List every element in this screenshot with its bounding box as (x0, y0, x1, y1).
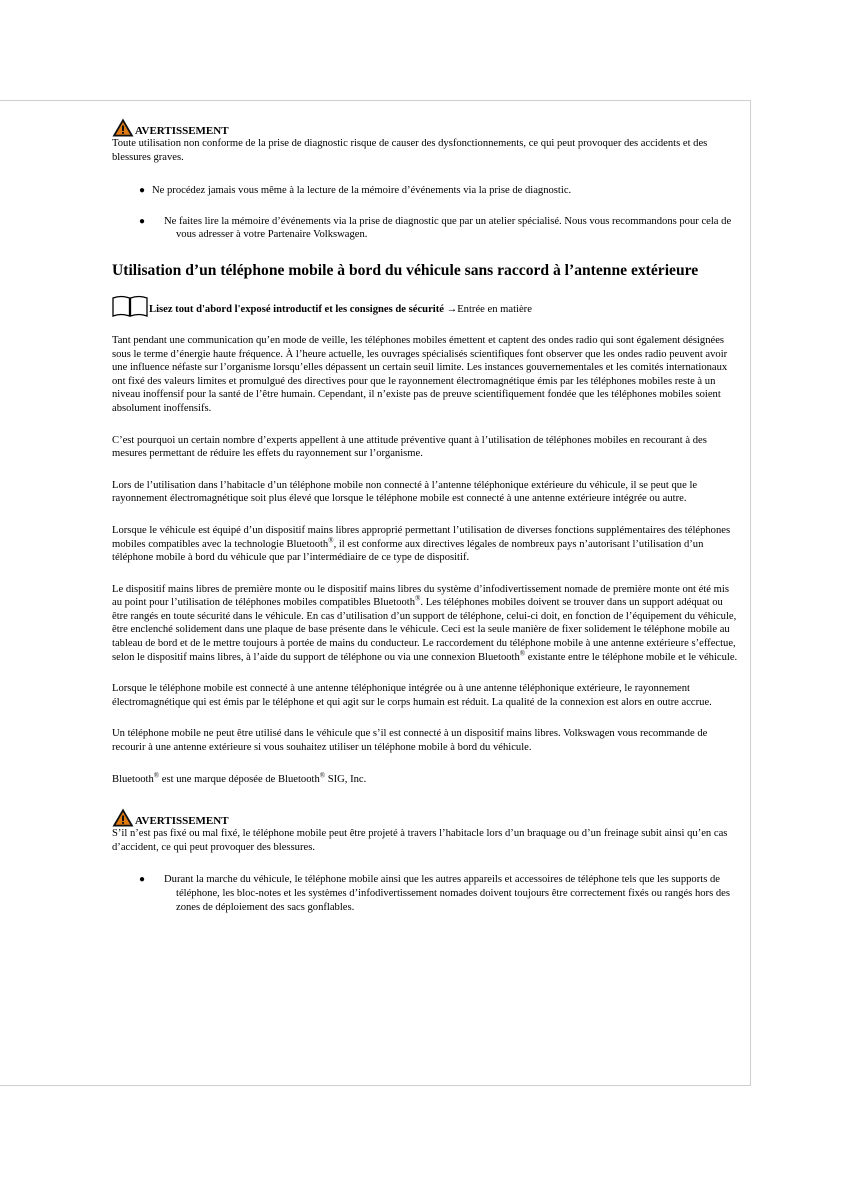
warning-list (112, 184, 740, 242)
bullet-icon: ● (139, 215, 146, 227)
registered-mark: ® (328, 535, 334, 544)
registered-mark: ® (153, 771, 160, 780)
list-item (112, 873, 740, 914)
paragraph-text: , il est conforme aux directives légales de nombreux pays n’autorisant l’utilisation d’un téléphone mobile à bord du véhicule que par l’intermédiaire de ce type de dispositif. (112, 538, 704, 564)
list-item (112, 215, 740, 242)
warning-box-2 (112, 807, 740, 914)
intro-bold-text: Lisez tout d'abord l'exposé introductif et les consignes de sécurité (149, 304, 444, 316)
warning-header (112, 807, 740, 827)
paragraph-text: Bluetooth (112, 773, 154, 785)
warning-text: Toute utilisation non conforme de la prise de diagnostic risque de causer des dysfonctionnements, ce qui peut provoquer des accidents et des blessures graves. (112, 138, 708, 163)
paragraph: Lorsque le téléphone mobile est connecté à une antenne téléphonique intégrée ou à une antenne téléphonique extérieure, le rayonnement électromagnétique qui est émis par le téléphone et qui agit sur le corps humain est réduit. La qualité de la connexion est alors en outre accrue. (112, 683, 712, 708)
warning-triangle-icon (112, 118, 134, 137)
paragraph-text: existante entre le téléphone mobile et le véhicule. (525, 651, 738, 663)
warning-list (112, 873, 740, 914)
book-icon (112, 295, 148, 317)
paragraph (112, 583, 740, 665)
bullet-icon: ● (139, 185, 146, 197)
bullet-icon: ● (139, 874, 146, 886)
paragraph-text: Lorsque le véhicule est équipé d’un dispositif mains libres approprié permettant l’utilisation de diverses fonctions supplémentaires des téléphones mobiles compatibles avec la technologie Bluetooth (112, 524, 731, 550)
paragraph: Tant pendant une communication qu’en mode de veille, les téléphones mobiles émettent et captent des ondes radio qui sont également désignées sous le terme d’énergie haute fréquence. À l’heure actuelle, les ouvrages spécialisés scientifiques font observer que les ondes radio peuvent avoir une influence néfaste sur l’organisme lorsqu’elles dépassent un certain seuil limite. Les instances gouvernementales et les comités internationaux ont fixé des valeurs limites et promulgué des directives pour que le rayonnement électromagnétique émis par les téléphones mobiles reste à un niveau inoffensif pour la santé de l’être humain. Cependant, il n’existe pas de preuve scientifiquement fondée que les téléphones mobiles soient absolument inoffensifs. (112, 334, 728, 414)
list-item-text: Durant la marche du véhicule, le téléphone mobile ainsi que les autres appareils et accessoires de téléphone tels que les supports de téléphone, les bloc-notes et les systèmes d’infodivertissement nomades doivent toujours être correctement fixés ou rangés hors des zones de déploiement des sacs gonflables. (164, 874, 730, 913)
warning-title: AVERTISSEMENT (135, 815, 229, 828)
paragraph-text: SIG, Inc. (325, 773, 367, 785)
warning-triangle-icon (112, 808, 134, 827)
paragraph-text: Le dispositif mains libres de première monte ou le dispositif mains libres du système d’infodivertissement nomade de première monte ont été mis au point pour l’utilisation de téléphones mobiles compatibles Bluetooth (112, 583, 729, 609)
paragraph: C’est pourquoi un certain nombre d’experts appellent à une attitude préventive quant à l’utilisation de téléphones mobiles en recourant à des mesures permettant de réduire les effets du rayonnement sur l’organisme. (112, 434, 707, 460)
paragraph: Lors de l’utilisation dans l’habitacle d’un téléphone mobile non connecté à l’antenne téléphonique extérieure du véhicule, il se peut que le rayonnement électromagnétique soit plus élevé que lorsque le téléphone mobile est connecté à une antenne extérieure intégrée ou autre. (112, 479, 698, 505)
section-heading: Utilisation d’un téléphone mobile à bord du véhicule sans raccord à l’antenne extérieure (112, 261, 699, 279)
document-content (112, 117, 740, 914)
warning-title: AVERTISSEMENT (135, 125, 229, 137)
warning-header (112, 117, 740, 137)
list-item-text: Ne faites lire la mémoire d’événements via la prise de diagnostic que par un atelier spécialisé. Nous vous recommandons pour cela de vous adresser à votre Partenaire Volkswagen. (164, 215, 732, 241)
paragraph-text: . Les téléphones mobiles doivent se trouver dans un support adéquat ou être rangés en toute sécurité dans le véhicule. En cas d’utilisation d’un support de téléphone, celui-ci doit, en fonction de l’équipement du véhicule, être enclenché solidement dans une plaque de base présente dans le véhicule. Ceci est la seule manière de fixer solidement le téléphone mobile au tableau de bord et de le mettre toujours à portée de mains du conducteur. Le raccordement du téléphone mobile à une antenne extérieure s’effectue, selon le dispositif mains libres, à l’aide du support de téléphone ou via une connexion Bluetooth (112, 597, 737, 663)
paragraph-text: est une marque déposée de Bluetooth (159, 773, 320, 785)
paragraph: Un téléphone mobile ne peut être utilisé dans le véhicule que s’il est connecté à un dispositif mains libres. Volkswagen vous recommande de recourir à une antenne extérieure si vous souhaitez utiliser un téléphone mobile à bord du véhicule. (112, 728, 708, 754)
warning-box-1 (112, 117, 740, 242)
arrow-icon: → (446, 304, 458, 316)
registered-mark: ® (519, 649, 526, 658)
warning-text: S’il n’est pas fixé ou mal fixé, le téléphone mobile peut être projeté à travers l’habitacle lors d’un braquage ou d’un freinage subit ainsi qu’en cas d’accident, ce qui peut provoquer des blessures. (112, 828, 728, 853)
paragraph (112, 773, 740, 787)
intro-link[interactable]: Entrée en matière (457, 304, 532, 316)
registered-mark: ® (319, 771, 326, 780)
registered-mark: ® (415, 594, 421, 603)
paragraph (112, 524, 740, 565)
intro-line (112, 295, 740, 317)
list-item-text: Ne procédez jamais vous même à la lecture de la mémoire d’événements via la prise de diagnostic. (152, 185, 572, 197)
list-item (112, 184, 740, 198)
